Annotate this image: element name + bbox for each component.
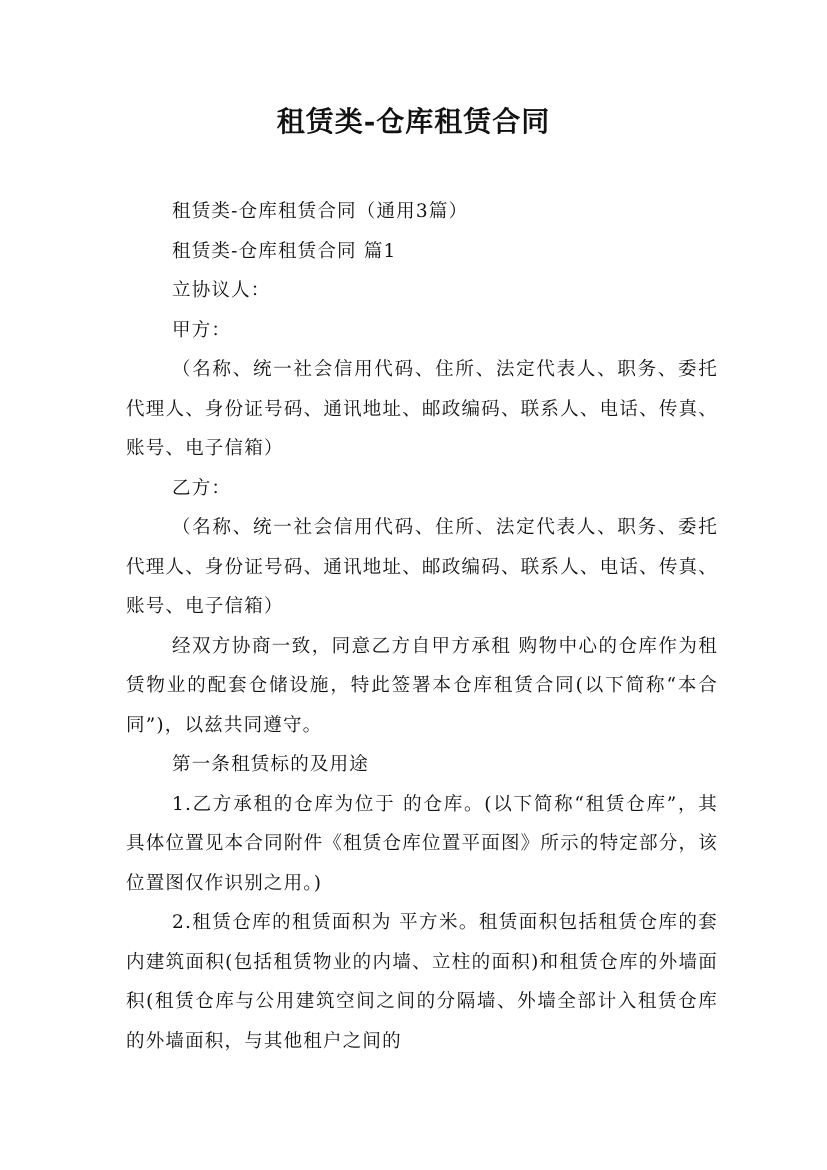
paragraph-party-b-details: （名称、统一社会信用代码、住所、法定代表人、职务、委托代理人、身份证号码、通讯地址、邮政编码、联系人、电话、传真、账号、电子信箱）: [126, 517, 718, 617]
paragraph-party-a-details: （名称、统一社会信用代码、住所、法定代表人、职务、委托代理人、身份证号码、通讯地址、邮政编码、联系人、电话、传真、账号、电子信箱）: [126, 359, 718, 459]
paragraph-clause-1: 1.乙方承租的仓库为位于 的仓库。(以下简称“租赁仓库”，其具体位置见本合同附件《租赁仓库位置平面图》所示的特定部分，该位置图仅作识别之用。): [126, 793, 718, 894]
paragraph-party-b-label: 乙方：: [172, 477, 232, 499]
paragraph-party-a-label: 甲方：: [172, 319, 232, 341]
paragraph-clause-2: 2.租赁仓库的租赁面积为 平方米。租赁面积包括租赁仓库的套内建筑面积(包括租赁物业的内墙、立柱的面积)和租赁仓库的外墙面积(租赁仓库与公用建筑空间之间的分隔墙、外墙全部计入租赁仓库的外墙面积，与其他租户之间的: [126, 912, 718, 1052]
document-body: [126, 192, 718, 1061]
paragraph-parties-label: 立协议人：: [172, 280, 271, 301]
paragraph-agreement-intro: 经双方协商一致，同意乙方自甲方承租 购物中心的仓库作为租赁物业的配套仓储设施，特此签署本仓库租赁合同(以下简称“本合同”)，以兹共同遵守。: [126, 635, 718, 736]
paragraph-part-heading: 租赁类-仓库租赁合同 篇1: [172, 240, 397, 262]
document-title: 租赁类-仓库租赁合同: [276, 105, 551, 138]
paragraph-subtitle: 租赁类-仓库租赁合同（通用3篇）: [172, 201, 469, 222]
paragraph-article-one-heading: 第一条租赁标的及用途: [172, 754, 370, 775]
